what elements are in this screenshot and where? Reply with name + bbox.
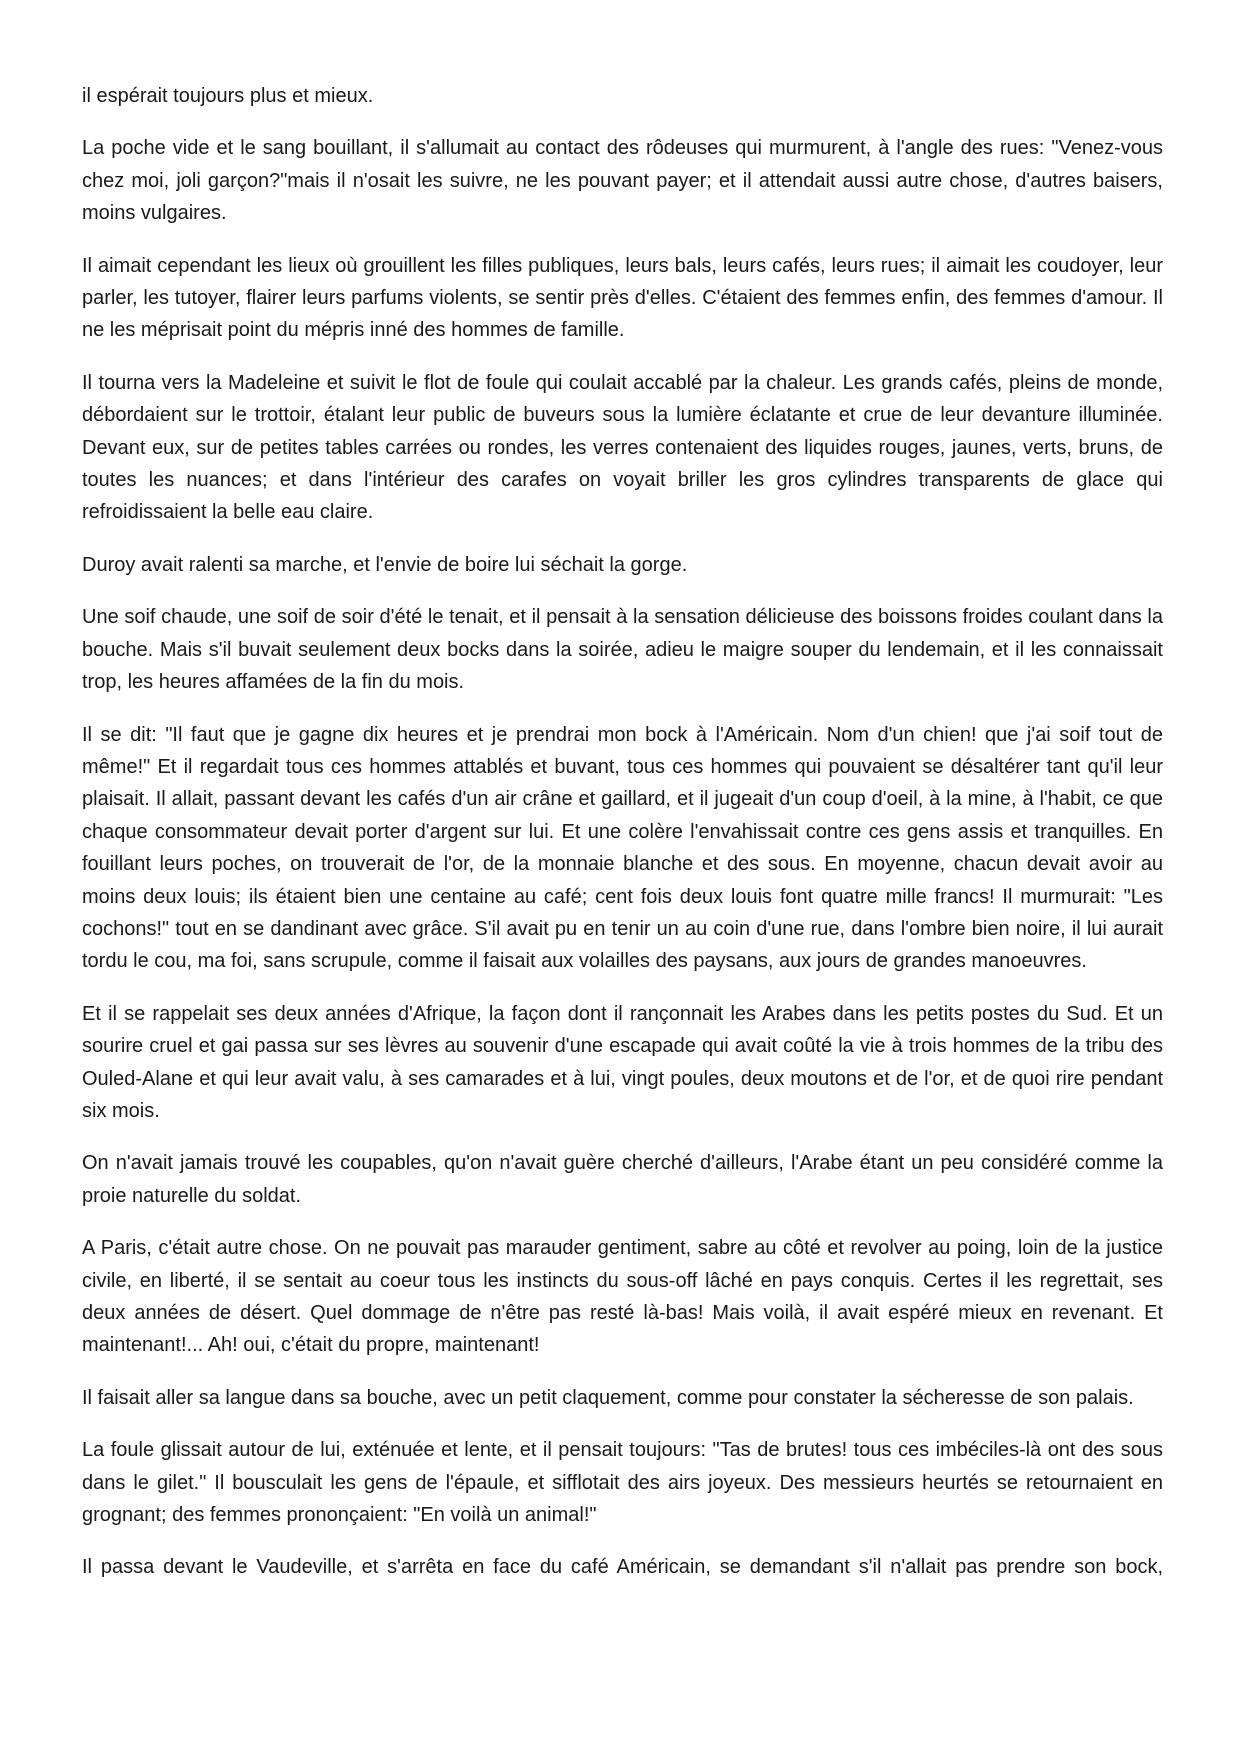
paragraph: On n'avait jamais trouvé les coupables, qu'on n'avait guère cherché d'ailleurs, l'Arabe étant un peu considéré comme la proie naturelle du soldat. bbox=[82, 1152, 1163, 1207]
paragraph: Il passa devant le Vaudeville, et s'arrêta en face du café Américain, se demandant s'il n'allait pas prendre son bock, bbox=[82, 1556, 1163, 1579]
paragraph: Une soif chaude, une soif de soir d'été le tenait, et il pensait à la sensation délicieuse des boissons froides coulant dans la bouche. Mais s'il buvait seulement deux bocks dans la soirée, adieu le maigre souper du lendemain, et il les connaissait trop, les heures affamées de la fin du mois. bbox=[82, 606, 1163, 694]
paragraph: A Paris, c'était autre chose. On ne pouvait pas marauder gentiment, sabre au côté et revolver au poing, loin de la justice civile, en liberté, il se sentait au coeur tous les instincts du sous-off lâché en pays conquis. Certes il les regrettait, ses deux années de désert. Quel dommage de n'être pas resté là-bas! Mais voilà, il avait espéré mieux en revenant. Et maintenant!... Ah! oui, c'était du propre, maintenant! bbox=[82, 1237, 1163, 1357]
paragraph: Il faisait aller sa langue dans sa bouche, avec un petit claquement, comme pour constater la sécheresse de son palais. bbox=[82, 1386, 1134, 1409]
document-page bbox=[82, 80, 1163, 1584]
paragraph: il espérait toujours plus et mieux. bbox=[82, 85, 374, 107]
paragraph: La poche vide et le sang bouillant, il s'allumait au contact des rôdeuses qui murmurent, à l'angle des rues: "Venez-vous chez moi, joli garçon?"mais il n'osait les suivre, ne les pouvant payer; et il attendait aussi autre chose, d'autres baisers, moins vulgaires. bbox=[82, 137, 1163, 225]
paragraph: Il tourna vers la Madeleine et suivit le flot de foule qui coulait accablé par la chaleur. Les grands cafés, pleins de monde, débordaient sur le trottoir, étalant leur public de buveurs sous la lumière éclatante et crue de leur devanture illuminée. Devant eux, sur de petites tables carrées ou rondes, les verres contenaient des liquides rouges, jaunes, verts, bruns, de toutes les nuances; et dans l'intérieur des carafes on voyait briller les gros cylindres transparents de glace qui refroidissaient la belle eau claire. bbox=[82, 371, 1163, 524]
paragraph: La foule glissait autour de lui, exténuée et lente, et il pensait toujours: "Tas de brutes! tous ces imbéciles-là ont des sous dans le gilet." Il bousculait les gens de l'épaule, et sifflotait des airs joyeux. Des messieurs heurtés se retournaient en grognant; des femmes prononçaient: "En voilà un animal!" bbox=[82, 1439, 1163, 1527]
paragraph: Il se dit: "Il faut que je gagne dix heures et je prendrai mon bock à l'Américain. Nom d'un chien! que j'ai soif tout de même!" Et il regardait tous ces hommes attablés et buvant, tous ces hommes qui pouvaient se désaltérer tant qu'il leur plaisait. Il allait, passant devant les cafés d'un air crâne et gaillard, et il jugeait d'un coup d'oeil, à la mine, à l'habit, ce que chaque consommateur devait porter d'argent sur lui. Et une colère l'envahissait contre ces gens assis et tranquilles. En fouillant leurs poches, on trouverait de l'or, de la monnaie blanche et des sous. En moyenne, chacun devait avoir au moins deux louis; ils étaient bien une centaine au café; cent fois deux louis font quatre mille francs! Il murmurait: "Les cochons!" tout en se dandinant avec grâce. S'il avait pu en tenir un au coin d'une rue, dans l'ombre bien noire, il lui aurait tordu le cou, ma foi, sans scrupule, comme il faisait aux volailles des paysans, aux jours de grandes manoeuvres. bbox=[82, 723, 1163, 973]
paragraph: Et il se rappelait ses deux années d'Afrique, la façon dont il rançonnait les Arabes dans les petits postes du Sud. Et un sourire cruel et gai passa sur ses lèvres au souvenir d'une escapade qui avait coûté la vie à trois hommes de la tribu des Ouled-Alane et qui leur avait valu, à ses camarades et à lui, vingt poules, deux moutons et de l'or, et de quoi rire pendant six mois. bbox=[82, 1002, 1163, 1122]
paragraph: Duroy avait ralenti sa marche, et l'envie de boire lui séchait la gorge. bbox=[82, 553, 688, 576]
paragraph: Il aimait cependant les lieux où grouillent les filles publiques, leurs bals, leurs cafés, leurs rues; il aimait les coudoyer, leur parler, les tutoyer, flairer leurs parfums violents, se sentir près d'elles. C'étaient des femmes enfin, des femmes d'amour. Il ne les méprisait point du mépris inné des hommes de famille. bbox=[82, 254, 1163, 342]
